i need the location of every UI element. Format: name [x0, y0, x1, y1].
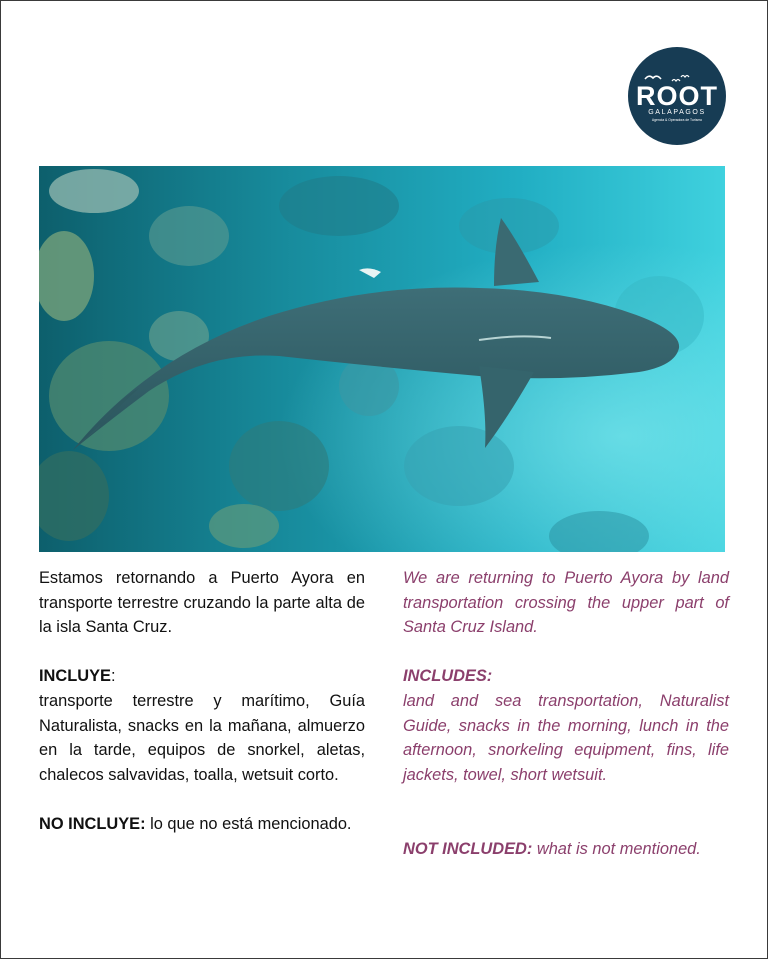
logo-name: ROOT [636, 81, 718, 111]
bird-icon-small [681, 76, 689, 78]
english-includes-text: land and sea transportation, Naturalist Guide, snacks in the morning, lunch in the afternoon, snorkeling equipment, fins, life jackets, towel, short wetsuit. [403, 691, 729, 784]
logo-graphic [628, 47, 726, 145]
english-not-included-label: NOT INCLUDED: [403, 839, 533, 858]
logo-tagline: Agencia & Operadora de Turismo [651, 118, 703, 122]
spanish-not-included-text: lo que no está mencionado. [145, 814, 352, 833]
spanish-includes-colon: : [110, 667, 116, 686]
english-includes-label: INCLUDES: [403, 667, 493, 686]
spanish-not-included [39, 812, 365, 837]
english-column [403, 566, 729, 861]
spanish-not-included-label: NO INCLUYE: [39, 814, 146, 833]
spanish-column [39, 566, 365, 837]
bird-icon [645, 76, 661, 79]
shark-photo-graphic [39, 166, 725, 552]
english-intro: We are returning to Puerto Ayora by land transportation crossing the upper part of Santa Cruz Island. [403, 569, 729, 637]
spanish-includes-label: INCLUYE [39, 667, 111, 686]
spanish-includes-heading [39, 664, 365, 689]
shark-photo [39, 166, 725, 552]
english-not-included [403, 837, 729, 862]
english-includes-heading [403, 664, 729, 689]
spanish-intro: Estamos retornando a Puerto Ayora en transporte terrestre cruzando la parte alta de la isla Santa Cruz. [39, 569, 365, 637]
english-not-included-text: what is not mentioned. [532, 839, 701, 858]
logo-subtitle: GALAPAGOS [648, 109, 706, 116]
spanish-includes-text: transporte terrestre y marítimo, Guía Naturalista, snacks en la mañana, almuerzo en la tarde, equipos de snorkel, aletas, chalecos salvavidas, toalla, wetsuit corto. [39, 691, 365, 784]
root-galapagos-logo [628, 47, 726, 145]
